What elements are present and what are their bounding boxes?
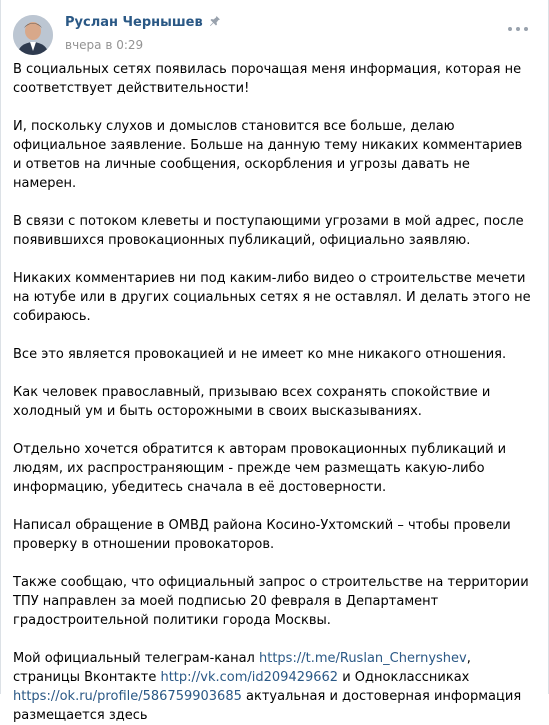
pin-icon: [209, 15, 221, 31]
text-segment: Мой официальный телеграм-канал: [13, 651, 259, 666]
text-segment: актуальная и достоверная информация размещается здесь: [13, 689, 522, 723]
paragraph: Также сообщаю, что официальный запрос о строительстве на территории ТПУ направлен за моей подписью 20 февраля в Департамент градостроительной политики города Москвы.: [13, 575, 529, 628]
post-header: [1, 0, 548, 66]
paragraph: Написал обращение в ОМВД района Косино-Ухтомский – чтобы провели проверку в отношении провокаторов.: [13, 518, 511, 552]
paragraph: И, поскольку слухов и домыслов становится все больше, делаю официальное заявление. Больше на данную тему никаких комментариев и ответов на личные сообщения, оскорбления и угрозы давать не намерен.: [13, 119, 523, 191]
telegram-link[interactable]: https://t.me/Ruslan_Chernyshev: [259, 651, 467, 666]
paragraph: Как человек православный, призываю всех сохранять спокойствие и холодный ум и быть осторожными в своих высказываниях.: [13, 385, 491, 419]
paragraph: Отдельно хочется обратится к авторам провокационных публикаций и людям, их распространяющим - прежде чем размещать какую-либо информацию, убедитесь сначала в её достоверности.: [13, 442, 507, 495]
vk-link[interactable]: http://vk.com/id209429662: [160, 670, 339, 685]
avatar[interactable]: [13, 15, 53, 55]
post-date[interactable]: вчера в 0:29: [65, 38, 144, 52]
paragraph: Все это является провокацией и не имеет ко мне никакого отношения.: [13, 347, 507, 362]
paragraph-links: [13, 649, 533, 725]
text-segment: и Одноклассниках: [338, 670, 470, 685]
author-name[interactable]: Руслан Чернышев: [65, 15, 203, 30]
author-name-link[interactable]: [65, 15, 221, 31]
ok-link[interactable]: https://ok.ru/profile/586759903685: [13, 689, 242, 704]
more-icon[interactable]: [508, 24, 528, 34]
text-segment: , страницы Вконтакте: [13, 651, 471, 685]
paragraph: Никаких комментариев ни под каким-либо видео о строительстве мечети на ютубе или в других социальных сетях я не оставлял. И делать этого не собираюсь.: [13, 271, 531, 324]
post-text: [13, 60, 533, 725]
paragraph: В социальных сетях появилась порочащая меня информация, которая не соответствует действительности!: [13, 62, 522, 96]
paragraph: В связи с потоком клеветы и поступающими угрозами в мой адрес, после появившихся провокационных публикаций, официально заявляю.: [13, 214, 524, 248]
